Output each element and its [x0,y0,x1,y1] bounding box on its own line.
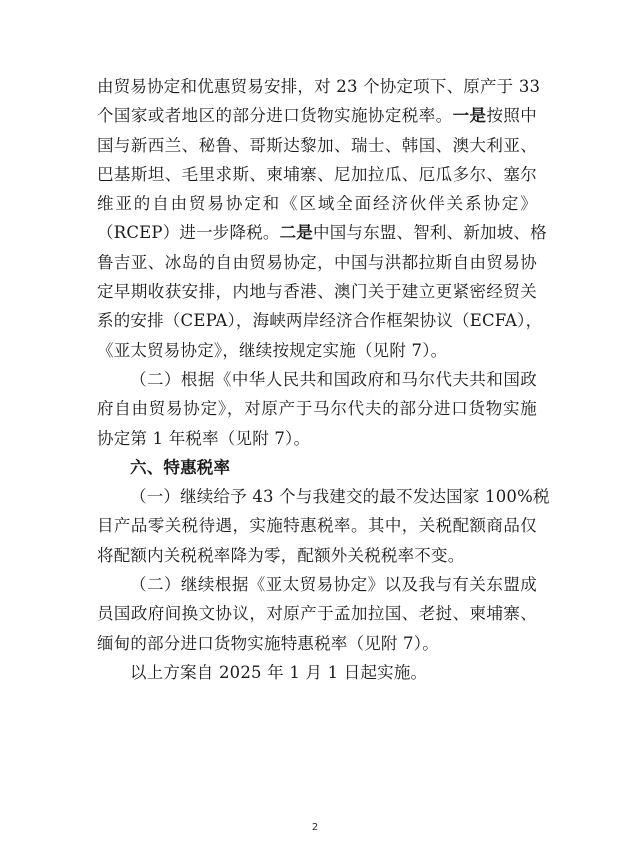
section-heading: 六、特惠税率 [130,457,231,477]
document-body [97,72,550,687]
line-text: 中国与东盟、智利、新加坡、格 [313,223,547,243]
emphasis-text: 二是 [279,223,314,243]
paragraph-line: 将配额内关税税率降为零，配额外关税税率不变。 [97,545,465,565]
paragraph-line [97,218,547,247]
paragraph-line: 目产品零关税待遇，实施特惠税率。其中，关税配额商品仅 [97,516,537,536]
emphasis-text: 一是 [452,106,487,126]
paragraph-line: 缅甸的部分进口货物实施特惠税率（见附 7）。 [97,633,439,653]
line-text: （RCEP）进一步降税。 [97,223,280,243]
paragraph-line: 定早期收获安排，内地与香港、澳门关于建立更紧密经贸关 [97,282,537,302]
paragraph-line: 府自由贸易协定》，对原产于马尔代夫的部分进口货物实施 [97,399,537,419]
paragraph-line: 由贸易协定和优惠贸易安排，对 23 个协定项下、原产于 33 [97,77,541,96]
page-number: 2 [311,822,319,833]
paragraph-line: （二）继续根据《亚太贸易协定》以及我与有关东盟成 [130,575,537,595]
paragraph-line: （二）根据《中华人民共和国政府和马尔代夫共和国政 [130,369,537,389]
paragraph-line [97,101,537,130]
paragraph-line: （一）继续给予 43 个与我建交的最不发达国家 100%税 [130,487,550,507]
line-text: 按照中 [486,106,538,126]
line-text: 个国家或者地区的部分进口货物实施协定税率。 [97,106,453,126]
paragraph-line: 员国政府间换文协议，对原产于孟加拉国、老挝、柬埔寨、 [97,604,537,624]
paragraph-line: 维亚的自由贸易协定和《区域全面经济伙伴关系协定》 [97,194,537,214]
paragraph-line: 系的安排（CEPA），海峡两岸经济合作框架协议（ECFA）， [97,311,543,331]
paragraph-line: 协定第 1 年税率（见附 7）。 [97,428,311,448]
paragraph-line: 巴基斯坦、毛里求斯、柬埔寨、尼加拉瓜、厄瓜多尔、塞尔 [97,164,537,184]
paragraph-line: 国与新西兰、秘鲁、哥斯达黎加、瑞士、韩国、澳大利亚、 [97,135,537,155]
paragraph-line: 《亚太贸易协定》，继续按规定实施（见附 7）。 [97,340,448,360]
paragraph-line: 鲁吉亚、冰岛的自由贸易协定，中国与洪都拉斯自由贸易协 [97,252,537,272]
paragraph-line: 以上方案自 2025 年 1 月 1 日起实施。 [130,662,428,682]
